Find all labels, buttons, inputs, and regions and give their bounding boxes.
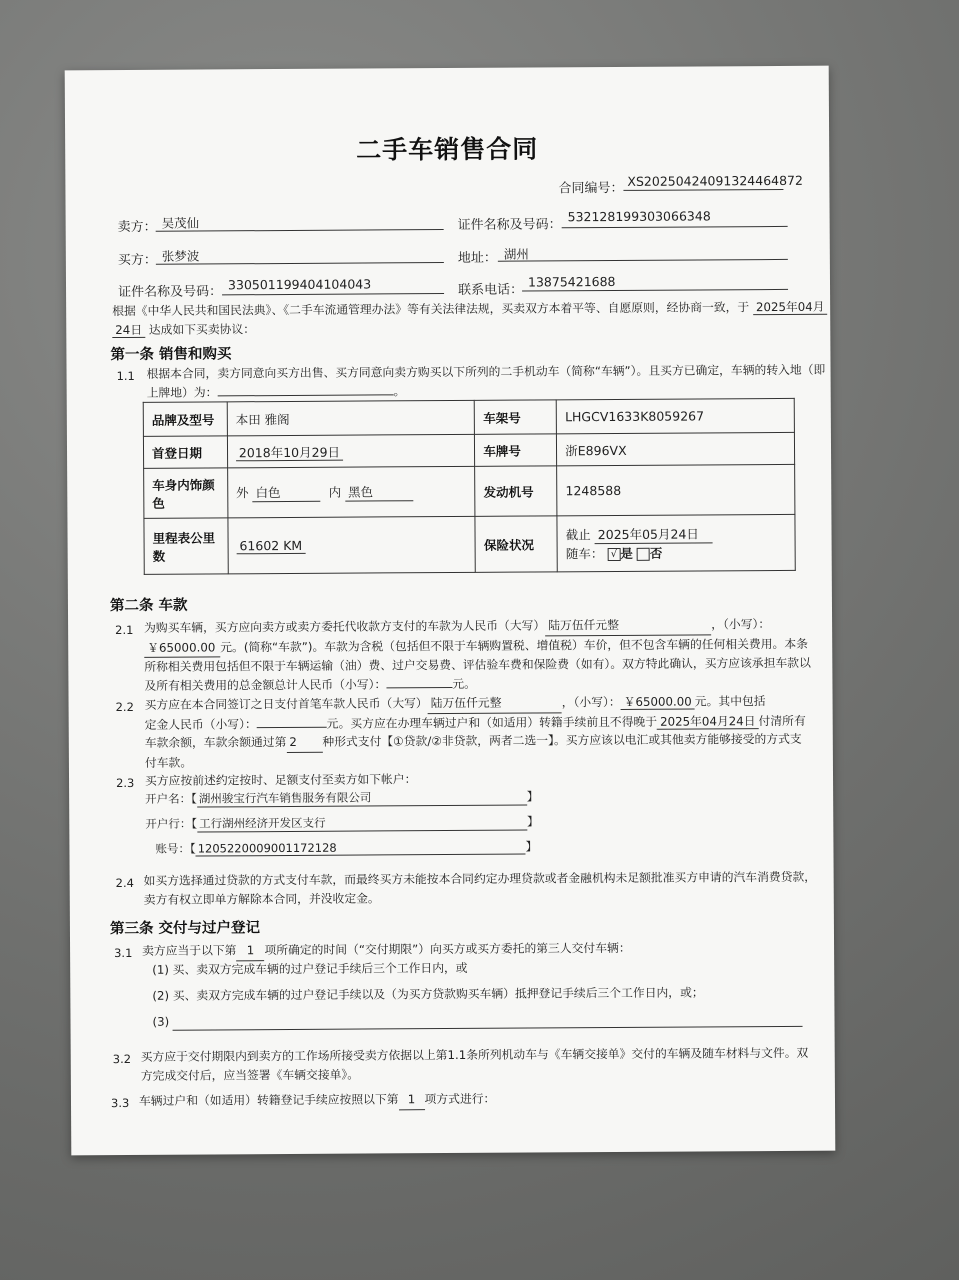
- p22-amount: ￥65000.00: [621, 695, 695, 710]
- ins-no-checkbox: [637, 548, 650, 561]
- contract-title: 二手车销售合同: [356, 134, 539, 165]
- clause-2-1: [144, 615, 811, 695]
- p31-l1a: 卖方应当于以下第: [142, 943, 237, 958]
- p21-l3: 所称相关费用包括但不限于车辆运输（油）费、过户交易费、评估验车费和保险费（如有）。双方特此确认，买方应该承担车款以: [144, 655, 811, 674]
- reg-date-label: 首登日期: [143, 436, 227, 469]
- address-label: 地址：: [457, 250, 497, 266]
- bracket-close: 】: [526, 789, 539, 804]
- p21-l1b: ，（小写）：: [711, 617, 771, 632]
- engine-label: 发动机号: [475, 466, 557, 516]
- clause-2-4-number: 2.4: [115, 875, 134, 891]
- vehicle-table: [143, 398, 796, 575]
- p31-option: 1: [236, 941, 264, 961]
- register-place-blank: [217, 394, 393, 396]
- ins-yes-label: 是: [620, 545, 633, 561]
- section-1-heading: 第一条 销售和购买: [110, 346, 232, 364]
- seller-id: 532128199303066348: [567, 208, 711, 225]
- p22-option: 2: [286, 733, 322, 753]
- p21-l2: 元。(简称“车款”)。车款为含税（包括但不限于车辆购置税、增值税）车价，但不包含车辆的任何相关费用。本条: [220, 636, 808, 654]
- clause-2-3-text: 买方应按前述约定按时、足额支付至卖方如下帐户：: [144, 772, 417, 788]
- insurance-label: 保险状况: [475, 516, 557, 572]
- mileage-label: 里程表公里数: [144, 518, 228, 575]
- p22-l3b: 种形式支付【①贷款/②非贷款，两者二选一】。买方应该以电汇或其他卖方能够接受的方式支: [322, 731, 802, 749]
- vin-label: 车架号: [475, 400, 557, 434]
- account-no-label: 账号：【: [155, 841, 196, 856]
- reg-date-cell: [227, 434, 475, 468]
- ins-follow-label: 随车：: [565, 546, 604, 562]
- p22-l4: 付车款。: [144, 755, 193, 770]
- clause-3-1-option-2: (2) 买、卖双方完成车辆的过户登记手续以及（为买方贷款购买车辆）抵押登记手续后三个工作日内，或；: [152, 985, 704, 1003]
- intro-tail: 达成如下买卖协议：: [148, 321, 256, 337]
- buyer-label: 买方：: [117, 252, 157, 269]
- clause-3-1-line1: [142, 939, 631, 961]
- p33-l1b: 项方式进行：: [424, 1091, 496, 1107]
- seller-id-label: 证件名称及号码：: [457, 217, 562, 233]
- buyer-id-label: 证件名称及号码：: [118, 284, 223, 301]
- intro-date: 2025年04月: [753, 300, 828, 315]
- contract-no-label: 合同编号：: [558, 180, 624, 197]
- p21-l4b: 元。: [452, 676, 476, 691]
- clause-3-3-number: 3.3: [110, 1095, 130, 1111]
- clause-2-2-number: 2.2: [115, 699, 134, 715]
- p31-l1b: 项所确定的时间（“交付期限”）向买方或买方委托的第三人交付车辆：: [264, 940, 631, 958]
- brand-value: 本田 雅阁: [227, 400, 475, 436]
- contract-paper: [65, 66, 836, 1156]
- clause-2-4: [144, 868, 817, 909]
- reg-date-value: 2018年10月29日: [236, 444, 343, 461]
- ext-prefix: 外: [236, 485, 249, 501]
- ins-until-date: 2025年05月24日: [595, 524, 713, 544]
- account-bank-row: [145, 813, 538, 832]
- ext-color: 白色: [253, 483, 321, 502]
- clause-2-1-number: 2.1: [115, 622, 134, 638]
- intro-paragraph: [112, 298, 828, 339]
- section-2-heading: 第二条 车款: [109, 597, 188, 615]
- int-color: 黑色: [345, 482, 413, 501]
- intro-date2: 24日: [112, 322, 145, 337]
- account-name-row: [145, 788, 538, 807]
- p22-l2c: 付清所有: [758, 713, 806, 728]
- ins-yes-checkbox: √: [607, 548, 620, 561]
- account-bank-label: 开户行：【: [145, 816, 198, 831]
- clause-3-2: [141, 1044, 809, 1085]
- clause-1-1-text: 根据本合同，卖方同意向买方出售、买方同意向卖方购买以下所列的二手机动车（简称“车辆”）。且买方已确定，车辆的转入地（即: [146, 362, 826, 381]
- p21-total-blank: [386, 686, 452, 687]
- account-name: 湖州骏宝行汽车销售服务有限公司: [197, 789, 527, 808]
- account-no: 1205220009001172128: [196, 840, 526, 857]
- p24-l2: 卖方有权立即单方解除本合同，并没收定金。: [143, 890, 380, 907]
- clause-1-1-number: 1.1: [116, 368, 135, 384]
- p24-l1: 如买方选择通过贷款的方式支付车款，而最终买方未能按本合同约定办理贷款或者金融机构未足额批准买方申请的汽车消费贷款，: [143, 869, 817, 888]
- p21-l4: 及所有相关费用的总金额总计人民币（小写）：: [144, 676, 387, 693]
- clause-3-2-number: 3.2: [112, 1051, 132, 1067]
- p22-date: 2025年04月24日: [657, 714, 759, 730]
- buyer-name: 张梦波: [161, 248, 200, 264]
- color-cell: [227, 466, 475, 518]
- plate-value: 浙E896VX: [557, 432, 795, 465]
- ins-until-prefix: 截止: [565, 527, 591, 543]
- clause-2-2: [145, 692, 806, 772]
- mileage-value: 61602 KM: [236, 538, 305, 554]
- p21-l1a: 为购买车辆，买方应向卖方或卖方委托代收款方支付的车款为人民币（大写）: [144, 618, 546, 635]
- p22-l2b: 元。买方应在办理车辆过户和（如适用）转籍手续前且不得晚于: [326, 714, 658, 731]
- p22-l1c: 元。其中包括: [694, 694, 766, 709]
- p32-l2: 方完成交付后，应当签署《车辆交接单》。: [140, 1067, 360, 1083]
- seller-name: 吴茂仙: [161, 215, 200, 231]
- p33-l1a: 车辆过户和（如适用）转籍登记手续应按照以下第: [138, 1092, 399, 1108]
- clause-3-1-option-3: (3): [152, 1014, 170, 1029]
- bracket-close: 】: [526, 814, 539, 829]
- buyer-id: 330501199404104043: [227, 276, 372, 293]
- p22-l3a: 车款余额，车款余额通过第: [144, 735, 287, 750]
- bracket-close: 】: [525, 839, 538, 854]
- buyer-phone: 13875421688: [527, 273, 616, 290]
- p21-amount: ￥65000.00: [144, 638, 220, 658]
- clause-3-1-number: 3.1: [114, 945, 133, 961]
- clause-3-1-option-1: (1) 买、卖双方完成车辆的过户登记手续后三个工作日内，或: [152, 960, 468, 977]
- mileage-cell: [228, 516, 476, 574]
- p22-deposit-blank: [257, 726, 327, 727]
- engine-value: 1248588: [557, 464, 795, 515]
- account-bank: 工行湖州经济开发区支行: [197, 814, 527, 833]
- insurance-cell: [557, 514, 795, 571]
- buyer-address: 湖州: [503, 246, 529, 262]
- intro-text: 根据《中华人民共和国民法典》、《二手车流通管理办法》等有关法律法规，买卖双方本着平等、自愿原则，经协商一致，于: [112, 300, 750, 319]
- p22-l1b: ，（小写）：: [561, 694, 621, 710]
- account-name-label: 开户名：【: [145, 791, 197, 806]
- vin-value: LHGCV1633K8059267: [556, 398, 794, 433]
- p32-l1: 买方应于交付期限内到卖方的工作场所接受卖方依据以上第1.1条所列机动车与《车辆交接单》交付的车辆及随车材料与文件。双: [140, 1045, 809, 1064]
- p21-amount-cn: 陆万伍仟元整: [545, 615, 711, 636]
- clause-1-1: [146, 361, 825, 402]
- account-no-row: [155, 838, 537, 856]
- clause-2-3-number: 2.3: [116, 775, 135, 791]
- p22-amount-cn: 陆万伍仟元整: [428, 693, 562, 713]
- color-label: 车身内饰颜色: [144, 468, 228, 519]
- clause-3-3: [139, 1090, 495, 1112]
- brand-label: 品牌及型号: [143, 402, 227, 437]
- p22-l1a: 买方应在本合同签订之日支付首笔车款人民币（大写）: [144, 696, 428, 712]
- clause-1-1-text2: 上牌地）为：: [146, 384, 218, 400]
- int-prefix: 内: [328, 484, 342, 500]
- phone-label: 联系电话：: [457, 282, 524, 298]
- ins-no-label: 否: [649, 545, 663, 561]
- seller-label: 卖方：: [117, 219, 157, 236]
- p22-l2a: 定金人民币（小写）：: [144, 716, 257, 732]
- contract-no: XS20250424091324464872: [627, 172, 803, 189]
- section-3-heading: 第三条 交付与过户登记: [109, 920, 261, 938]
- clause-1-1-tail: 。: [393, 383, 406, 398]
- p33-option: 1: [398, 1090, 424, 1110]
- plate-label: 车牌号: [475, 434, 557, 466]
